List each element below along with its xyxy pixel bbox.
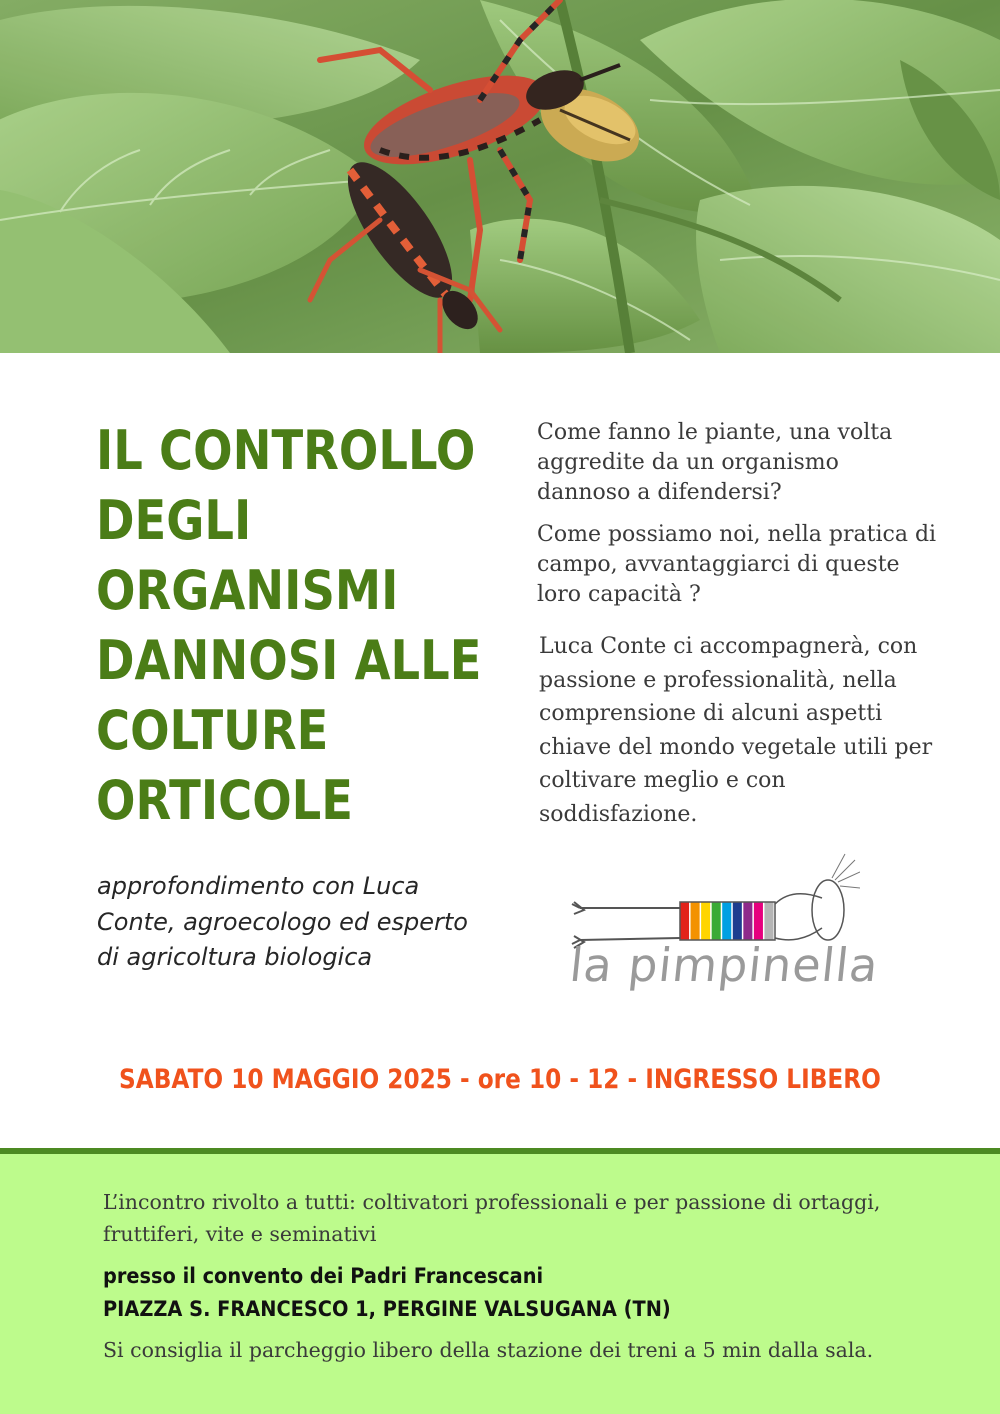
assassin-bug-on-leaves-photo [0,0,1000,353]
title-line: DANNOSI ALLE [96,629,482,692]
event-title [96,416,482,836]
event-date-text: SABATO 10 MAGGIO 2025 - ore 10 - 12 - INGRESSO LIBERO [119,1064,881,1095]
venue-line-1: presso il convento dei Padri Francescani [103,1264,544,1289]
intro-question-2: Come possiamo noi, nella pratica di campo, avvantaggiarci di queste loro capacità ? [537,522,937,607]
intro-question-1: Come fanno le piante, una volta aggredite da un organismo dannoso a difendersi? [537,420,893,505]
logo-stripe [701,902,710,940]
venue-address: PIAZZA S. FRANCESCO 1, PERGINE VALSUGANA (TN) [103,1297,671,1322]
logo-stripe [733,902,742,940]
logo-stripe [712,902,721,940]
pimpinella-logo [560,850,882,1020]
event-date-line [0,1062,1000,1098]
parking-note: Si consiglia il parcheggio libero della stazione dei treni a 5 min dalla sala. [103,1338,874,1362]
logo-stripe [691,902,700,940]
logo-text: la pimpinella [567,938,882,992]
title-line: COLTURE [96,699,329,762]
audience-text: L’incontro rivolto a tutti: coltivatori professionali e per passione di ortaggi, fruttiferi, vite e seminativi [103,1190,881,1246]
speaker-subtitle: approfondimento con Luca Conte, agroecologo ed esperto di agricoltura biologica [97,872,468,971]
pimpinella-figure-icon [560,850,860,950]
title-line: DEGLI [96,489,252,552]
title-line: IL CONTROLLO [96,419,476,482]
title-line: ORTICOLE [96,769,353,832]
logo-stripe [680,902,689,940]
logo-stripe [743,902,752,940]
hero-photo [0,0,1000,353]
logo-stripe [722,902,731,940]
title-line: ORGANISMI [96,559,399,622]
logo-stripe [764,902,773,940]
intro-description: Luca Conte ci accompagnerà, con passione e professionalità, nella comprensione di alcuni aspetti chiave del mondo vegetale utili per coltivare meglio e con soddisfazione. [539,634,933,827]
venue-info [103,1260,923,1326]
logo-stripe [754,902,763,940]
